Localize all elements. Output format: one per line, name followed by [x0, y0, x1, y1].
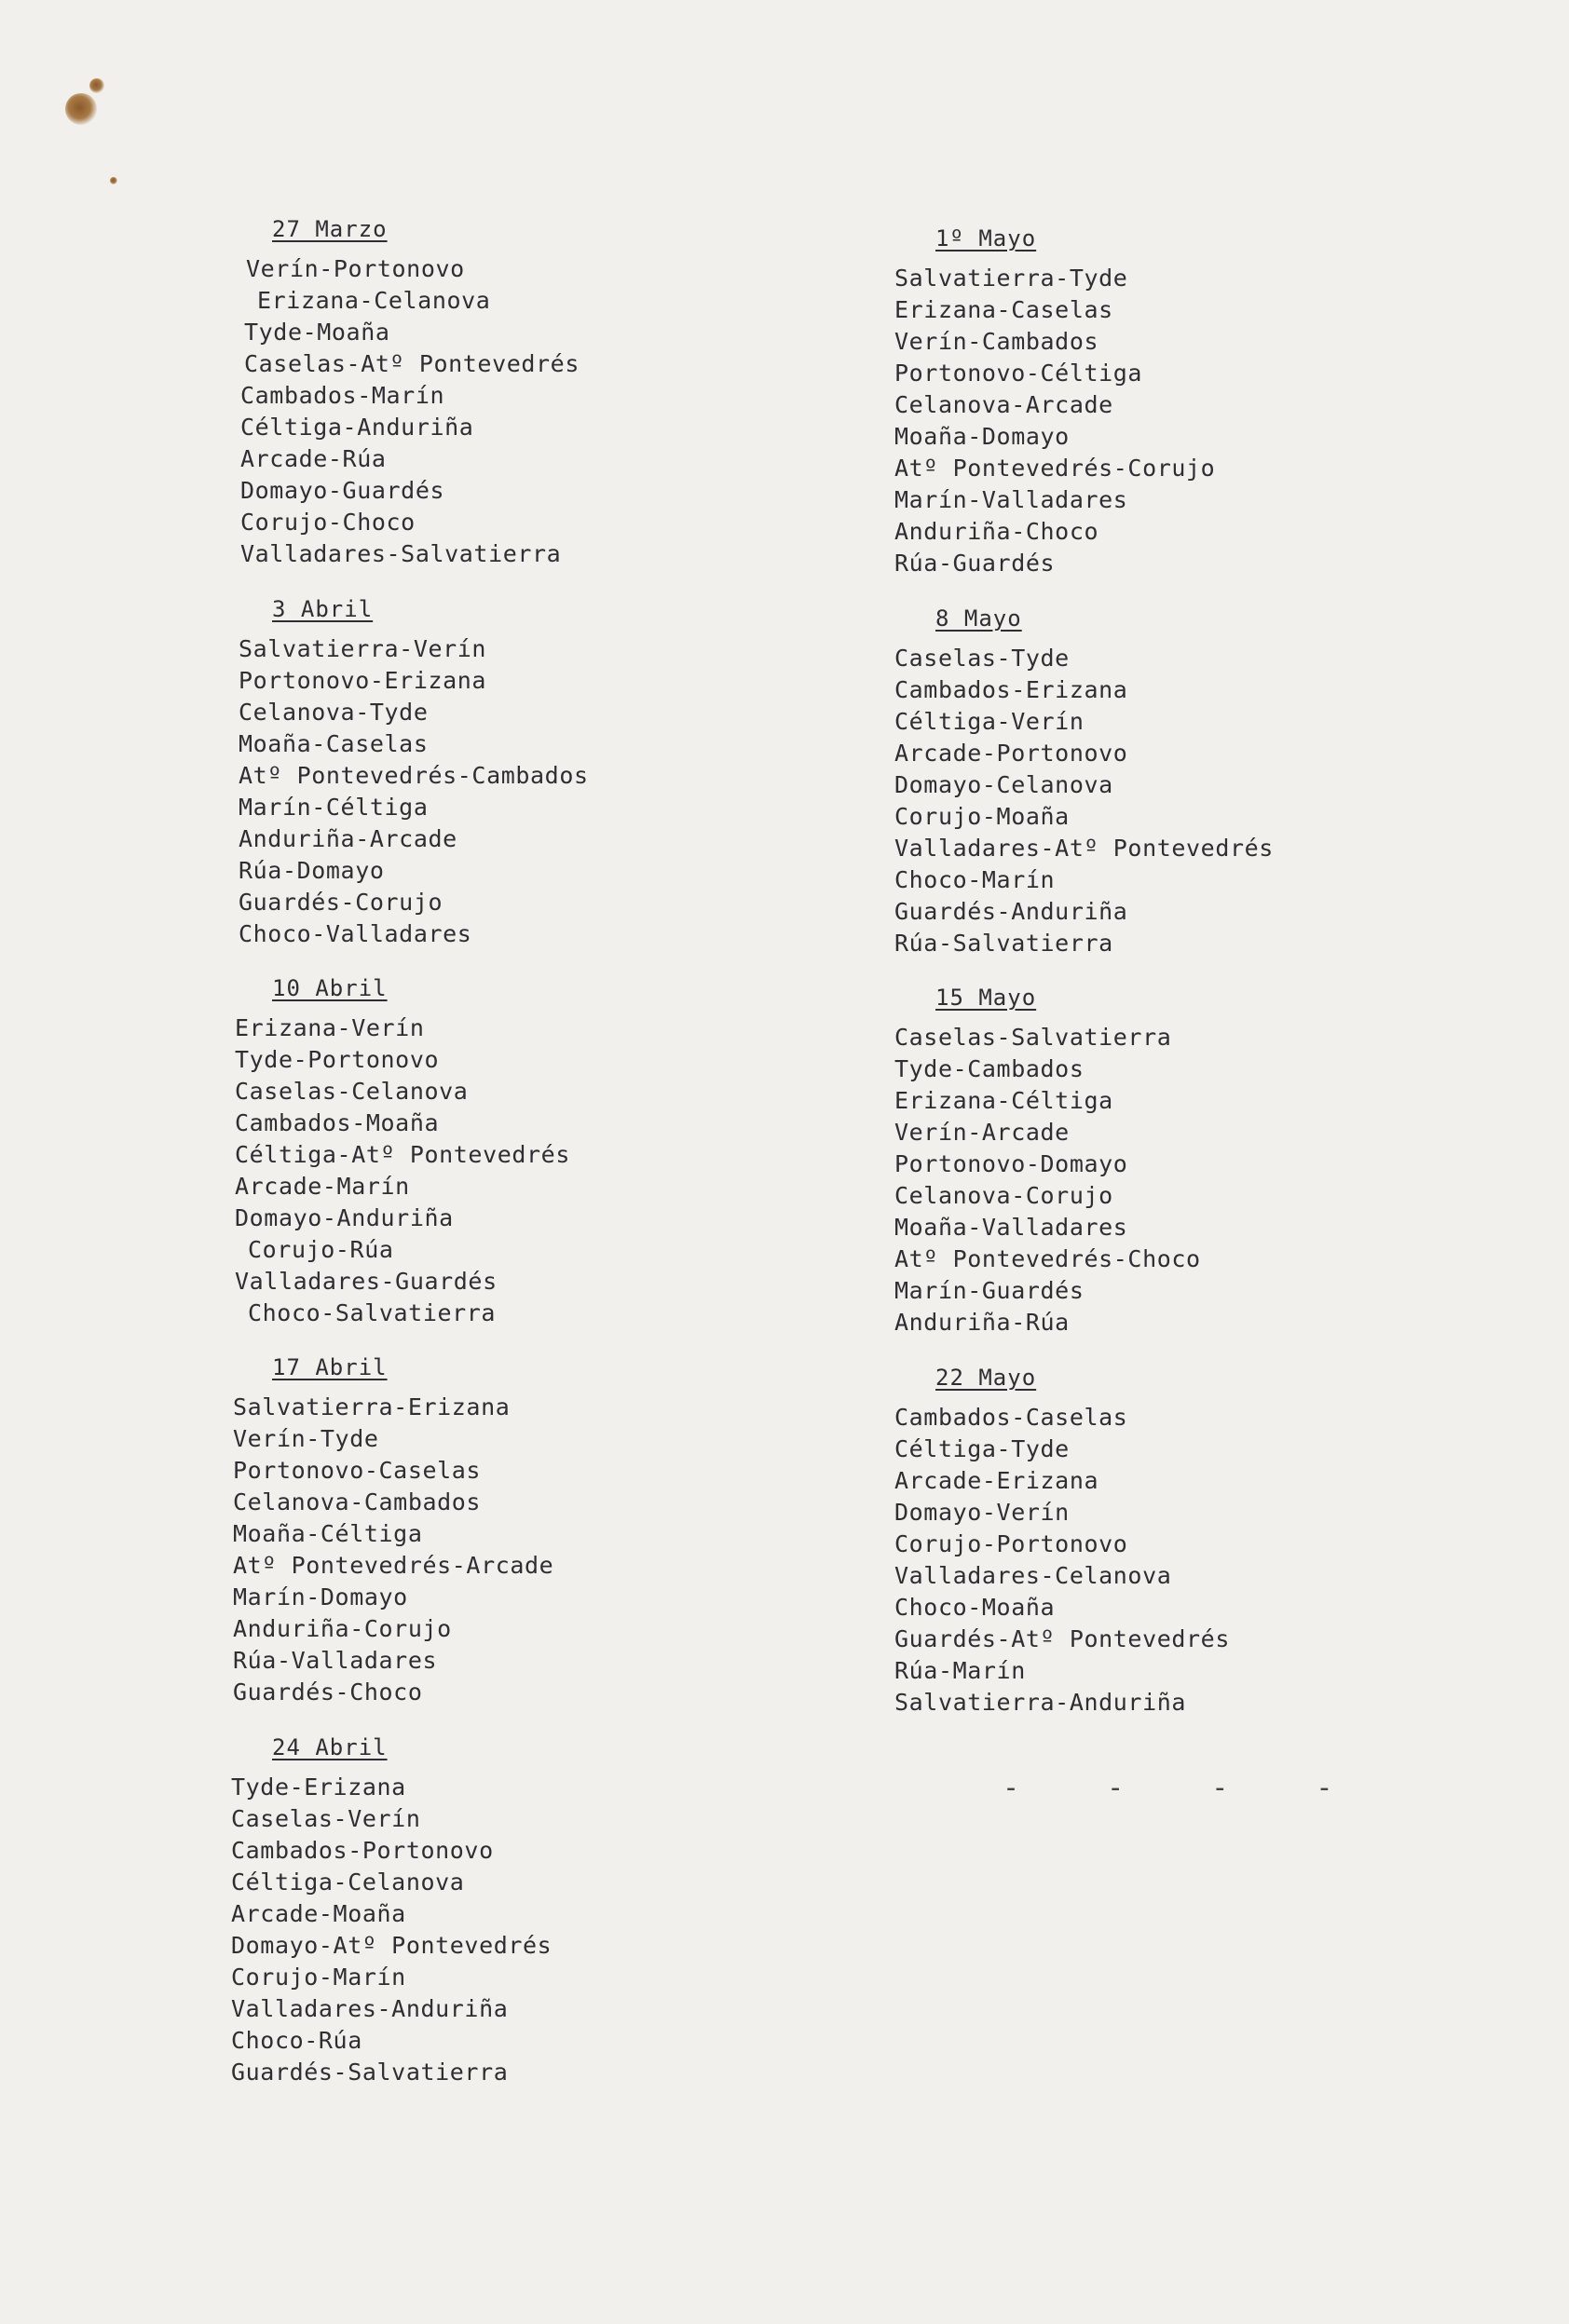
- match-fixture: Arcade-Portonovo: [894, 740, 1128, 767]
- match-fixture: Anduriña-Arcade: [239, 825, 457, 852]
- matchday-section: [894, 1361, 1379, 1719]
- match-fixture: Portonovo-Erizana: [239, 667, 487, 694]
- matchday-section: [231, 1731, 716, 2088]
- matchday-date: 27 Marzo: [272, 216, 388, 242]
- end-mark: - - - -: [1003, 1772, 1369, 1804]
- match-fixture: Celanova-Arcade: [894, 391, 1113, 418]
- match-fixture: Tyde-Portonovo: [235, 1046, 440, 1073]
- matchday-date: 8 Mayo: [935, 605, 1022, 632]
- match-fixture: Cambados-Portonovo: [231, 1837, 494, 1864]
- match-fixture: Tyde-Erizana: [231, 1774, 406, 1801]
- match-fixture: Cambados-Erizana: [894, 676, 1128, 703]
- matchday-date: 15 Mayo: [935, 985, 1037, 1011]
- match-fixture: Salvatierra-Verín: [239, 635, 487, 662]
- coffee-stain: [110, 177, 117, 184]
- match-fixture: Rúa-Marín: [894, 1657, 1026, 1684]
- match-fixture: Domayo-Verín: [894, 1499, 1070, 1526]
- match-fixture: Moaña-Céltiga: [233, 1520, 423, 1547]
- matchday-section: [231, 212, 716, 570]
- match-fixture: Celanova-Cambados: [233, 1488, 482, 1515]
- match-fixture: Domayo-Anduriña: [235, 1204, 454, 1231]
- matchday-date: 17 Abril: [272, 1354, 388, 1380]
- match-fixture: Choco-Rúa: [231, 2027, 362, 2054]
- matchday-date: 1º Mayo: [935, 225, 1037, 251]
- match-fixture: Verín-Cambados: [894, 328, 1099, 355]
- match-fixture: Caselas-Verín: [231, 1805, 421, 1832]
- match-fixture: Domayo-Guardés: [240, 477, 445, 504]
- match-fixture: Salvatierra-Erizana: [233, 1393, 511, 1420]
- match-fixture: Erizana-Caselas: [894, 296, 1113, 323]
- match-fixture: Caselas-Salvatierra: [894, 1024, 1172, 1051]
- match-fixture: Rúa-Valladares: [233, 1647, 438, 1674]
- match-fixture: Atº Pontevedrés-Corujo: [894, 455, 1216, 482]
- match-fixture: Rúa-Guardés: [894, 550, 1056, 577]
- match-fixture: Salvatierra-Tyde: [894, 265, 1128, 292]
- match-fixture: Verín-Portonovo: [246, 255, 465, 282]
- match-fixture: Valladares-Guardés: [235, 1268, 498, 1295]
- match-fixture: Arcade-Erizana: [894, 1467, 1099, 1494]
- match-fixture: Atº Pontevedrés-Arcade: [233, 1552, 554, 1579]
- matchday-date: 22 Mayo: [935, 1365, 1037, 1391]
- match-fixture: Marín-Céltiga: [239, 794, 429, 821]
- match-fixture: Guardés-Choco: [233, 1678, 423, 1706]
- match-fixture: Céltiga-Celanova: [231, 1869, 465, 1896]
- match-fixture: Moaña-Valladares: [894, 1214, 1128, 1241]
- match-fixture: Atº Pontevedrés-Cambados: [239, 762, 589, 789]
- match-fixture: Guardés-Salvatierra: [231, 2059, 509, 2086]
- match-fixture: Guardés-Corujo: [239, 889, 443, 916]
- match-fixture: Anduriña-Choco: [894, 518, 1099, 545]
- matchday-date: 10 Abril: [272, 975, 388, 1001]
- match-fixture: Marín-Valladares: [894, 486, 1128, 513]
- matchday-section: [231, 972, 716, 1329]
- match-fixture: Arcade-Moaña: [231, 1900, 406, 1927]
- match-fixture: Tyde-Cambados: [894, 1055, 1085, 1082]
- match-fixture: Tyde-Moaña: [244, 319, 390, 346]
- match-fixture: Céltiga-Verín: [894, 708, 1085, 735]
- match-fixture: Verín-Tyde: [233, 1425, 379, 1452]
- match-fixture: Portonovo-Céltiga: [894, 360, 1143, 387]
- match-fixture: Caselas-Tyde: [894, 645, 1070, 672]
- match-fixture: Salvatierra-Anduriña: [894, 1689, 1187, 1716]
- matchday-section: [231, 592, 716, 950]
- match-fixture: Moaña-Domayo: [894, 423, 1070, 450]
- match-fixture: Domayo-Atº Pontevedrés: [231, 1932, 553, 1959]
- match-fixture: Portonovo-Caselas: [233, 1457, 482, 1484]
- match-fixture: Corujo-Choco: [240, 509, 416, 536]
- match-fixture: Anduriña-Corujo: [233, 1615, 452, 1642]
- match-fixture: Corujo-Moaña: [894, 803, 1070, 830]
- match-fixture: Céltiga-Atº Pontevedrés: [235, 1141, 570, 1168]
- match-fixture: Arcade-Marín: [235, 1173, 410, 1200]
- matchday-date: 3 Abril: [272, 596, 374, 622]
- match-fixture: Arcade-Rúa: [240, 445, 387, 472]
- match-fixture: Valladares-Anduriña: [231, 1995, 509, 2022]
- match-fixture: Choco-Salvatierra: [248, 1299, 497, 1326]
- match-fixture: Erizana-Verín: [235, 1014, 425, 1041]
- match-fixture: Corujo-Rúa: [248, 1236, 394, 1263]
- coffee-stain: [89, 78, 104, 93]
- match-fixture: Guardés-Atº Pontevedrés: [894, 1625, 1230, 1652]
- match-fixture: Moaña-Caselas: [239, 730, 429, 757]
- matchday-section: [894, 981, 1379, 1339]
- match-fixture: Celanova-Corujo: [894, 1182, 1113, 1209]
- match-fixture: Anduriña-Rúa: [894, 1309, 1070, 1336]
- match-fixture: Marín-Domayo: [233, 1583, 408, 1610]
- match-fixture: Valladares-Salvatierra: [240, 540, 562, 567]
- match-fixture: Valladares-Atº Pontevedrés: [894, 835, 1274, 862]
- match-fixture: Céltiga-Anduriña: [240, 414, 474, 441]
- match-fixture: Erizana-Celanova: [257, 287, 491, 314]
- match-fixture: Corujo-Portonovo: [894, 1530, 1128, 1557]
- match-fixture: Caselas-Atº Pontevedrés: [244, 350, 580, 377]
- match-fixture: Portonovo-Domayo: [894, 1150, 1128, 1177]
- match-fixture: Cambados-Caselas: [894, 1404, 1128, 1431]
- match-fixture: Choco-Moaña: [894, 1594, 1056, 1621]
- coffee-stain: [65, 93, 97, 125]
- match-fixture: Valladares-Celanova: [894, 1562, 1172, 1589]
- matchday-section: [894, 602, 1379, 959]
- match-fixture: Verín-Arcade: [894, 1119, 1070, 1146]
- match-fixture: Rúa-Salvatierra: [894, 930, 1113, 957]
- match-fixture: Choco-Valladares: [239, 920, 472, 947]
- match-fixture: Choco-Marín: [894, 866, 1056, 893]
- match-fixture: Cambados-Marín: [240, 382, 445, 409]
- matchday-date: 24 Abril: [272, 1734, 388, 1760]
- match-fixture: Guardés-Anduriña: [894, 898, 1128, 925]
- match-fixture: Atº Pontevedrés-Choco: [894, 1245, 1201, 1272]
- match-fixture: Cambados-Moaña: [235, 1109, 440, 1136]
- match-fixture: Celanova-Tyde: [239, 699, 429, 726]
- match-fixture: Domayo-Celanova: [894, 771, 1113, 798]
- matchday-section: [894, 222, 1379, 579]
- match-fixture: Rúa-Domayo: [239, 857, 385, 884]
- match-fixture: Corujo-Marín: [231, 1964, 406, 1991]
- matchday-section: [231, 1351, 716, 1708]
- match-fixture: Caselas-Celanova: [235, 1078, 469, 1105]
- match-fixture: Céltiga-Tyde: [894, 1435, 1070, 1462]
- match-fixture: Marín-Guardés: [894, 1277, 1085, 1304]
- match-fixture: Erizana-Céltiga: [894, 1087, 1113, 1114]
